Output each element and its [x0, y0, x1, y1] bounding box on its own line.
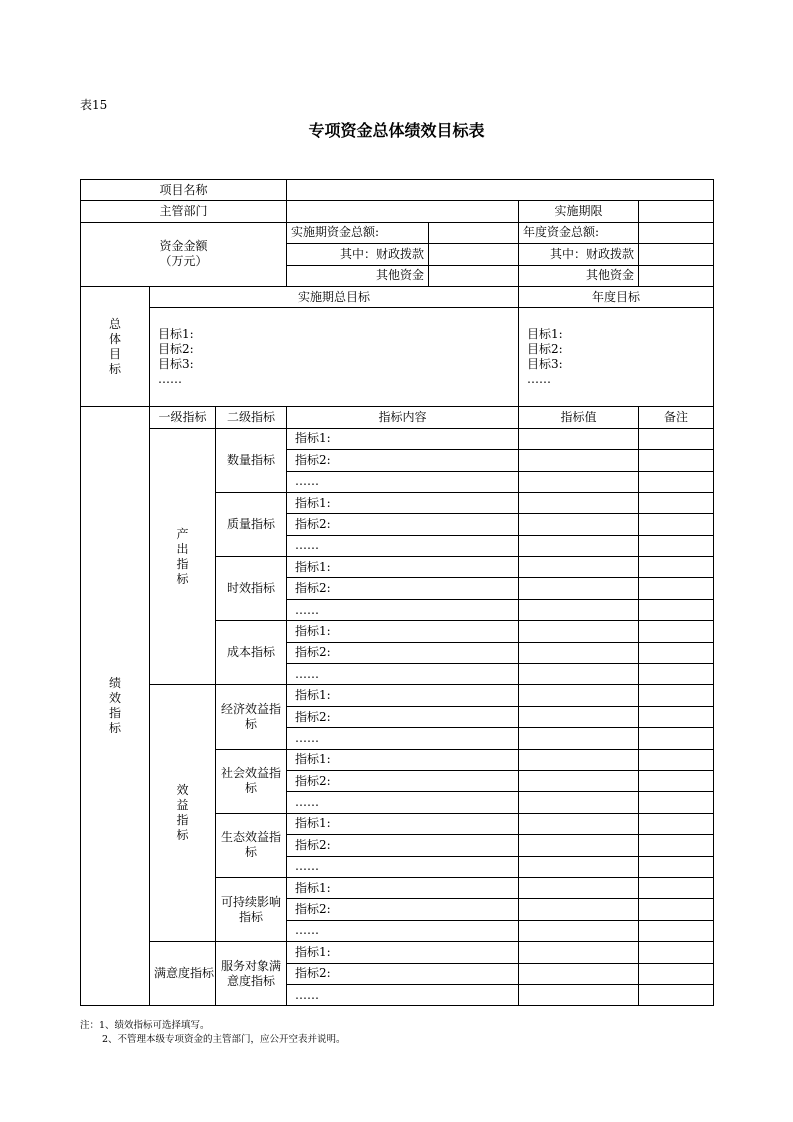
indicator-content[interactable]: 指标2:: [287, 578, 519, 599]
other-field-left[interactable]: [429, 265, 519, 286]
fund-label-line2: （万元）: [159, 254, 208, 269]
level2-indicator-1-2: 质量指标: [216, 492, 287, 556]
fiscal-field-right[interactable]: [639, 244, 714, 265]
indicator-value-field[interactable]: [519, 664, 639, 685]
col-value-header: 指标值: [519, 407, 639, 428]
annual-goal-header: 年度目标: [519, 286, 714, 307]
indicator-value-field[interactable]: [519, 557, 639, 578]
indicator-content[interactable]: 指标1:: [287, 492, 519, 513]
indicator-value-field[interactable]: [519, 450, 639, 471]
indicator-remark-field[interactable]: [639, 621, 714, 642]
page-title: 专项资金总体绩效目标表: [308, 121, 485, 140]
indicator-remark-field[interactable]: [639, 728, 714, 749]
indicator-content[interactable]: ……: [287, 728, 519, 749]
indicator-remark-field[interactable]: [639, 835, 714, 856]
period-goal-3: 目标3:: [158, 357, 194, 372]
project-name-label: 项目名称: [81, 180, 287, 201]
goals-header-row: [81, 286, 714, 307]
total-funds-field[interactable]: [429, 222, 519, 243]
indicator-value-field[interactable]: [519, 599, 639, 620]
annual-funds-label: 年度资金总额:: [519, 222, 639, 243]
performance-indicators-label: 绩效指标: [81, 407, 150, 1006]
indicator-remark-field[interactable]: [639, 770, 714, 791]
indicator-content[interactable]: 指标2:: [287, 642, 519, 663]
indicator-content[interactable]: ……: [287, 471, 519, 492]
indicator-value-field[interactable]: [519, 428, 639, 449]
indicator-remark-field[interactable]: [639, 642, 714, 663]
indicator-content[interactable]: 指标1:: [287, 877, 519, 898]
annual-goal-1: 目标1:: [527, 327, 563, 342]
level2-indicator-2-1: 经济效益指标: [216, 685, 287, 749]
period-goals-cell[interactable]: [150, 308, 519, 407]
table-number: 表15: [80, 98, 108, 112]
indicator-value-field[interactable]: [519, 899, 639, 920]
indicator-content[interactable]: ……: [287, 856, 519, 877]
indicator-content[interactable]: 指标1:: [287, 749, 519, 770]
indicator-value-field[interactable]: [519, 706, 639, 727]
indicator-content[interactable]: 指标1:: [287, 428, 519, 449]
indicator-value-field[interactable]: [519, 749, 639, 770]
fiscal-label-left: 其中：财政拨款: [287, 244, 429, 265]
indicator-content[interactable]: 指标1:: [287, 813, 519, 834]
col-remark-header: 备注: [639, 407, 714, 428]
other-label-left: 其他资金: [287, 265, 429, 286]
indicator-remark-field[interactable]: [639, 920, 714, 941]
indicator-content[interactable]: 指标2:: [287, 963, 519, 984]
period-goal-header: 实施期总目标: [150, 286, 519, 307]
indicator-row: [81, 685, 714, 706]
indicator-value-field[interactable]: [519, 963, 639, 984]
indicator-content[interactable]: ……: [287, 984, 519, 1005]
fiscal-label-right: 其中：财政拨款: [519, 244, 639, 265]
indicator-value-field[interactable]: [519, 792, 639, 813]
dept-row: [81, 201, 714, 222]
indicator-content[interactable]: ……: [287, 792, 519, 813]
indicator-content[interactable]: 指标2:: [287, 706, 519, 727]
indicator-value-field[interactable]: [519, 942, 639, 963]
indicator-remark-field[interactable]: [639, 792, 714, 813]
indicator-remark-field[interactable]: [639, 942, 714, 963]
indicator-remark-field[interactable]: [639, 749, 714, 770]
indicator-remark-field[interactable]: [639, 599, 714, 620]
indicator-remark-field[interactable]: [639, 664, 714, 685]
annual-goal-2: 目标2:: [527, 342, 563, 357]
level2-indicator-2-3: 生态效益指标: [216, 813, 287, 877]
level2-indicator-1-1: 数量指标: [216, 428, 287, 492]
indicator-value-field[interactable]: [519, 492, 639, 513]
fund-amount-label: [81, 222, 287, 286]
level2-indicator-1-4: 成本指标: [216, 621, 287, 685]
indicator-value-field[interactable]: [519, 856, 639, 877]
note-2: 2、不管理本级专项资金的主管部门，应公开空表并说明。: [102, 1034, 346, 1045]
total-funds-label: 实施期资金总额:: [287, 222, 429, 243]
level2-indicator-1-3: 时效指标: [216, 557, 287, 621]
level2-indicator-2-4: 可持续影响指标: [216, 877, 287, 941]
indicator-row: [81, 428, 714, 449]
col-level1-header: 一级指标: [150, 407, 216, 428]
indicator-row: [81, 942, 714, 963]
indicator-remark-field[interactable]: [639, 578, 714, 599]
indicator-content[interactable]: 指标1:: [287, 557, 519, 578]
indicator-value-field[interactable]: [519, 685, 639, 706]
note-1: 注：1、绩效指标可选择填写。: [80, 1020, 210, 1031]
indicator-value-field[interactable]: [519, 642, 639, 663]
indicator-remark-field[interactable]: [639, 450, 714, 471]
indicator-value-field[interactable]: [519, 728, 639, 749]
indicator-value-field[interactable]: [519, 835, 639, 856]
period-goal-1: 目标1:: [158, 327, 194, 342]
indicator-content[interactable]: ……: [287, 535, 519, 556]
indicator-remark-field[interactable]: [639, 685, 714, 706]
indicator-remark-field[interactable]: [639, 813, 714, 834]
indicator-remark-field[interactable]: [639, 856, 714, 877]
indicator-value-field[interactable]: [519, 813, 639, 834]
level1-indicator-3: 满意度指标: [150, 942, 216, 1006]
indicator-content[interactable]: ……: [287, 920, 519, 941]
indicator-value-field[interactable]: [519, 920, 639, 941]
indicator-remark-field[interactable]: [639, 984, 714, 1005]
indicator-content[interactable]: ……: [287, 664, 519, 685]
project-name-field[interactable]: [287, 180, 714, 201]
period-goal-more: ……: [158, 372, 182, 387]
indicator-content[interactable]: 指标1:: [287, 942, 519, 963]
indicator-remark-field[interactable]: [639, 899, 714, 920]
period-goal-2: 目标2:: [158, 342, 194, 357]
indicator-value-field[interactable]: [519, 578, 639, 599]
indicator-remark-field[interactable]: [639, 877, 714, 898]
level1-indicator-1: 产出指标: [150, 428, 216, 685]
fund-label-line1: 资金金额: [159, 239, 208, 254]
performance-goal-form: [80, 179, 714, 1006]
indicator-value-field[interactable]: [519, 514, 639, 535]
indicator-value-field[interactable]: [519, 984, 639, 1005]
dept-label: 主管部门: [81, 201, 287, 222]
annual-goals-cell[interactable]: [519, 308, 714, 407]
col-content-header: 指标内容: [287, 407, 519, 428]
level2-indicator-3-1: 服务对象满意度指标: [216, 942, 287, 1006]
indicator-content[interactable]: 指标2:: [287, 770, 519, 791]
indicator-remark-field[interactable]: [639, 492, 714, 513]
level1-indicator-2: 效益指标: [150, 685, 216, 942]
indicator-remark-field[interactable]: [639, 428, 714, 449]
overall-goals-label: 总体目标: [81, 286, 150, 406]
dept-field[interactable]: [287, 201, 519, 222]
indicator-value-field[interactable]: [519, 471, 639, 492]
indicator-value-field[interactable]: [519, 770, 639, 791]
indicator-content[interactable]: ……: [287, 599, 519, 620]
indicator-content[interactable]: 指标2:: [287, 450, 519, 471]
indicator-value-field[interactable]: [519, 877, 639, 898]
col-level2-header: 二级指标: [216, 407, 287, 428]
goals-content-row: [81, 308, 714, 407]
footnotes: [80, 1019, 346, 1047]
indicator-content[interactable]: 指标1:: [287, 685, 519, 706]
other-field-right[interactable]: [639, 265, 714, 286]
indicator-remark-field[interactable]: [639, 514, 714, 535]
indicator-remark-field[interactable]: [639, 557, 714, 578]
indicator-remark-field[interactable]: [639, 471, 714, 492]
annual-goal-more: ……: [527, 372, 552, 387]
level2-indicator-2-2: 社会效益指标: [216, 749, 287, 813]
fund-total-row: [81, 222, 714, 243]
indicator-value-field[interactable]: [519, 535, 639, 556]
other-label-right: 其他资金: [519, 265, 639, 286]
indicator-header-row: [81, 407, 714, 428]
period-field[interactable]: [639, 201, 714, 222]
annual-goal-3: 目标3:: [527, 357, 563, 372]
indicator-content[interactable]: 指标2:: [287, 899, 519, 920]
indicator-content[interactable]: 指标2:: [287, 835, 519, 856]
project-name-row: [81, 180, 714, 201]
indicator-value-field[interactable]: [519, 621, 639, 642]
indicator-content[interactable]: 指标1:: [287, 621, 519, 642]
period-label: 实施期限: [519, 201, 639, 222]
annual-funds-field[interactable]: [639, 222, 714, 243]
indicator-remark-field[interactable]: [639, 535, 714, 556]
indicator-remark-field[interactable]: [639, 706, 714, 727]
fiscal-field-left[interactable]: [429, 244, 519, 265]
indicator-remark-field[interactable]: [639, 963, 714, 984]
indicator-content[interactable]: 指标2:: [287, 514, 519, 535]
